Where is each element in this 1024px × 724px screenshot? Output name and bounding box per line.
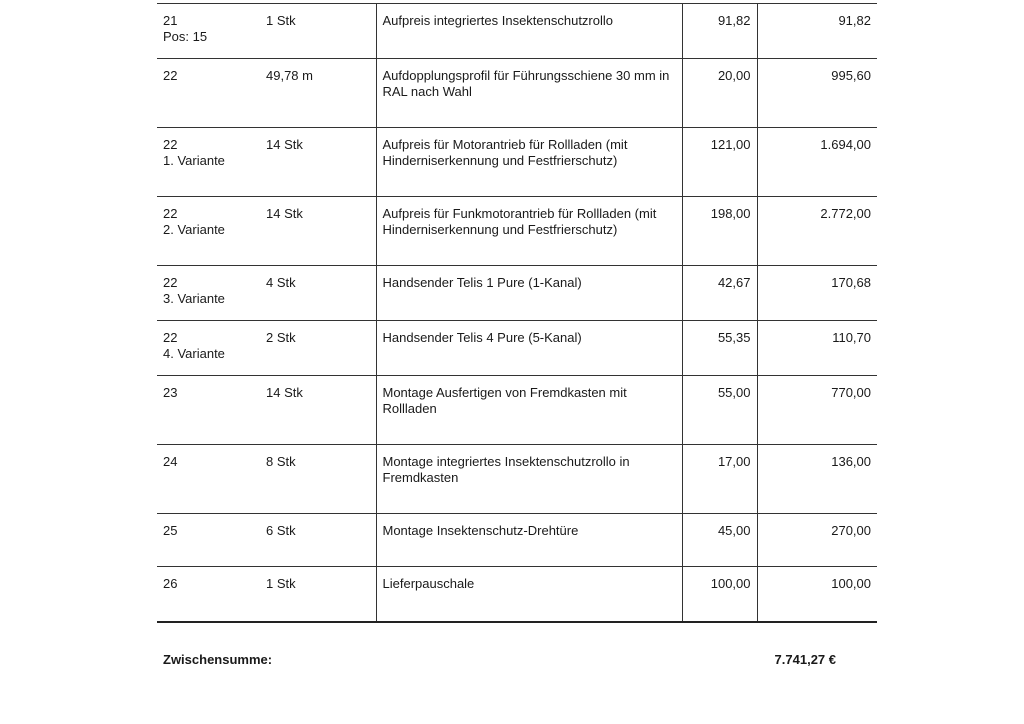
- position-number: 24: [163, 454, 178, 469]
- position-number: 21: [163, 13, 178, 28]
- unit-price-cell: 121,00: [682, 128, 757, 197]
- unit-price-cell: 91,82: [682, 4, 757, 59]
- unit-price-cell: 55,35: [682, 321, 757, 376]
- total-price-cell: 270,00: [757, 514, 877, 567]
- position-number: 26: [163, 576, 178, 591]
- unit-price-cell: 20,00: [682, 59, 757, 128]
- total-price-cell: 2.772,00: [757, 197, 877, 266]
- description-cell: Handsender Telis 4 Pure (5-Kanal): [376, 321, 682, 376]
- position-variant: Pos: 15: [163, 29, 208, 44]
- description-cell: Aufdopplungsprofil für Führungsschiene 30 mm in RAL nach Wahl: [376, 59, 682, 128]
- quantity-cell: 4 Stk: [260, 266, 376, 321]
- description-cell: Aufpreis für Motorantrieb für Rollladen (mit Hinderniserkennung und Festfrierschutz): [376, 128, 682, 197]
- position-cell: [157, 445, 260, 514]
- total-price-cell: 170,68: [757, 266, 877, 321]
- unit-price-cell: 17,00: [682, 445, 757, 514]
- position-cell: [157, 567, 260, 622]
- position-variant: 3. Variante: [163, 291, 225, 306]
- subtotal-label: Zwischensumme:: [163, 652, 273, 667]
- position-cell: [157, 376, 260, 445]
- description-cell: Montage Insektenschutz-Drehtüre: [376, 514, 682, 567]
- position-cell: [157, 514, 260, 567]
- total-price-cell: 91,82: [757, 4, 877, 59]
- table-row: [157, 567, 877, 622]
- quantity-cell: 1 Stk: [260, 567, 376, 622]
- quantity-cell: 49,78 m: [260, 59, 376, 128]
- position-number: 23: [163, 385, 178, 400]
- quantity-cell: 14 Stk: [260, 128, 376, 197]
- position-cell: [157, 59, 260, 128]
- total-price-cell: 770,00: [757, 376, 877, 445]
- total-price-cell: 100,00: [757, 567, 877, 622]
- table-row: [157, 4, 877, 59]
- unit-price-cell: 100,00: [682, 567, 757, 622]
- table-row: [157, 376, 877, 445]
- description-cell: Montage integriertes Insektenschutzrollo in Fremdkasten: [376, 445, 682, 514]
- description-cell: Lieferpauschale: [376, 567, 682, 622]
- position-cell: [157, 4, 260, 59]
- quantity-cell: 14 Stk: [260, 197, 376, 266]
- subtotal-value: 7.741,27 €: [774, 652, 836, 667]
- table-row: [157, 321, 877, 376]
- table-row: [157, 266, 877, 321]
- description-cell: Handsender Telis 1 Pure (1-Kanal): [376, 266, 682, 321]
- table-row: [157, 128, 877, 197]
- position-cell: [157, 128, 260, 197]
- position-number: 25: [163, 523, 178, 538]
- description-cell: Aufpreis für Funkmotorantrieb für Rollladen (mit Hinderniserkennung und Festfrierschutz): [376, 197, 682, 266]
- line-items-body: [157, 4, 877, 622]
- table-row: [157, 59, 877, 128]
- table-row: [157, 197, 877, 266]
- quantity-cell: 1 Stk: [260, 4, 376, 59]
- description-cell: Montage Ausfertigen von Fremdkasten mit Rollladen: [376, 376, 682, 445]
- total-price-cell: 136,00: [757, 445, 877, 514]
- position-variant: 1. Variante: [163, 153, 225, 168]
- position-number: 22: [163, 137, 178, 152]
- quantity-cell: 14 Stk: [260, 376, 376, 445]
- unit-price-cell: 55,00: [682, 376, 757, 445]
- description-cell: Aufpreis integriertes Insektenschutzrollo: [376, 4, 682, 59]
- total-price-cell: 1.694,00: [757, 128, 877, 197]
- quantity-cell: 6 Stk: [260, 514, 376, 567]
- position-variant: 4. Variante: [163, 346, 225, 361]
- position-number: 22: [163, 330, 178, 345]
- table-row: [157, 445, 877, 514]
- quantity-cell: 8 Stk: [260, 445, 376, 514]
- position-variant: 2. Variante: [163, 222, 225, 237]
- position-cell: [157, 197, 260, 266]
- unit-price-cell: 42,67: [682, 266, 757, 321]
- position-cell: [157, 266, 260, 321]
- position-number: 22: [163, 206, 178, 221]
- position-cell: [157, 321, 260, 376]
- total-price-cell: 110,70: [757, 321, 877, 376]
- table-row: [157, 514, 877, 567]
- line-items-table: [157, 3, 877, 623]
- position-number: 22: [163, 275, 178, 290]
- unit-price-cell: 45,00: [682, 514, 757, 567]
- total-price-cell: 995,60: [757, 59, 877, 128]
- quantity-cell: 2 Stk: [260, 321, 376, 376]
- unit-price-cell: 198,00: [682, 197, 757, 266]
- position-number: 22: [163, 68, 178, 83]
